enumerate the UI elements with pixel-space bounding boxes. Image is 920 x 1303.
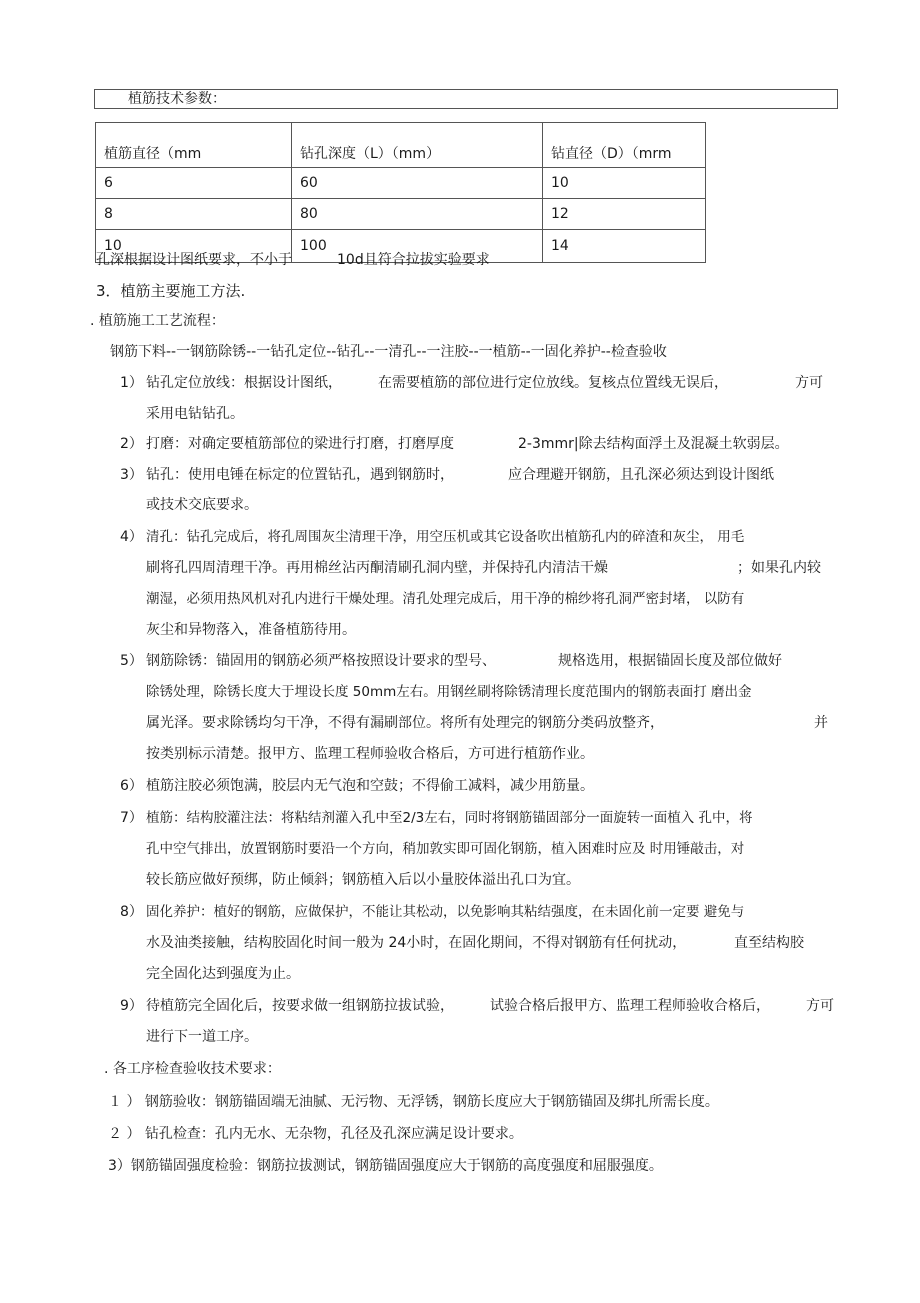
step-number: 1） bbox=[120, 375, 143, 391]
table-header-cell: 钻直径（D）（mrm bbox=[543, 123, 706, 168]
inspection-item: 3）钢筋锚固强度检验：钢筋拉拔测试，钢筋锚固强度应大于钢筋的高度强度和屈服强度。 bbox=[108, 1158, 663, 1174]
step-text: 植筋：结构胶灌注法：将粘结剂灌入孔中至2/3左右，同时将钢筋锚固部分一面旋转一面植入 孔中，将 bbox=[146, 810, 753, 826]
params-header-box bbox=[94, 89, 838, 109]
step-number: 9） bbox=[120, 998, 143, 1014]
step-text: 方可 bbox=[806, 998, 834, 1014]
inspection-item: ２ ） 钻孔检查：孔内无水、无杂物，孔径及孔深应满足设计要求。 bbox=[108, 1126, 523, 1142]
table-cell: 10 bbox=[543, 168, 706, 199]
step-text: 较长筋应做好预绑，防止倾斜；钢筋植入后以小量胶体溢出孔口为宜。 bbox=[146, 872, 580, 888]
step-text: 属光泽。要求除锈均匀干净，不得有漏刷部位。将所有处理完的钢筋分类码放整齐， bbox=[146, 715, 664, 731]
step-text: 潮湿，必须用热风机对孔内进行干燥处理。清孔处理完成后，用干净的棉纱将孔洞严密封堵， 以防有 bbox=[146, 591, 745, 607]
params-title: 植筋技术参数： bbox=[128, 91, 226, 107]
step-text: 按类别标示清楚。报甲方、监理工程师验收合格后，方可进行植筋作业。 bbox=[146, 746, 594, 762]
step-text: 完全固化达到强度为止。 bbox=[146, 966, 300, 982]
step-number: 7） bbox=[120, 810, 143, 826]
step-text: 清孔：钻孔完成后，将孔周围灰尘清理干净，用空压机或其它设备吹出植筋孔内的碎渣和灰尘， 用毛 bbox=[146, 529, 745, 545]
inspection-title: . 各工序检查验收技术要求： bbox=[104, 1061, 281, 1077]
rebar-spec-table bbox=[95, 122, 706, 263]
step-text: 应合理避开钢筋，且孔深必须达到设计图纸 bbox=[508, 467, 774, 483]
table-cell: 6 bbox=[96, 168, 292, 199]
table-cell: 8 bbox=[96, 199, 292, 230]
step-text: 刷将孔四周清理干净。再用棉丝沾丙酮清刷孔洞内壁，并保持孔内清洁干燥 bbox=[146, 560, 608, 576]
table-cell: 100 bbox=[292, 230, 543, 263]
step-text: 孔中空气排出，放置钢筋时要沿一个方向，稍加敦实即可固化钢筋，植入困难时应及 时用锤敲击，对 bbox=[146, 841, 745, 857]
step-number: 6） bbox=[120, 778, 143, 794]
step-text: 钻孔定位放线：根据设计图纸， bbox=[146, 375, 342, 391]
table-row bbox=[96, 168, 706, 199]
step-text: 打磨：对确定要植筋部位的梁进行打磨，打磨厚度 bbox=[146, 436, 454, 452]
step-text: 固化养护：植好的钢筋，应做保护，不能让其松动，以免影响其粘结强度，在未固化前一定要 避免与 bbox=[146, 904, 745, 920]
step-text: 除锈处理，除锈长度大于埋设长度 50mm左右。用钢丝刷将除锈清理长度范围内的钢筋表面打 磨出金 bbox=[146, 684, 752, 700]
table-cell: 12 bbox=[543, 199, 706, 230]
step-number: 8） bbox=[120, 904, 143, 920]
step-text: 钻孔：使用电锤在标定的位置钻孔，遇到钢筋时， bbox=[146, 467, 454, 483]
table-header-cell: 植筋直径（mm bbox=[96, 123, 292, 168]
table-cell: 14 bbox=[543, 230, 706, 263]
step-text: 并 bbox=[814, 715, 828, 731]
step-text: 或技术交底要求。 bbox=[146, 497, 258, 513]
process-title: . 植筋施工工艺流程： bbox=[90, 313, 225, 329]
table-cell: 10 bbox=[96, 230, 292, 263]
step-text: 植筋注胶必须饱满，胶层内无气泡和空鼓；不得偷工减料，减少用筋量。 bbox=[146, 778, 594, 794]
step-text: 水及油类接触，结构胶固化时间一般为 24小时，在固化期间，不得对钢筋有任何扰动， bbox=[146, 935, 687, 951]
step-text: 试验合格后报甲方、监理工程师验收合格后， bbox=[490, 998, 770, 1014]
step-text: 钢筋除锈：锚固用的钢筋必须严格按照设计要求的型号、 bbox=[146, 653, 496, 669]
step-text: 在需要植筋的部位进行定位放线。复核点位置线无误后， bbox=[378, 375, 728, 391]
step-text: 方可 bbox=[795, 375, 823, 391]
step-text: 直至结构胶 bbox=[734, 935, 804, 951]
step-text: 采用电钻钻孔。 bbox=[146, 406, 244, 422]
step-text: 2-3mmr|除去结构面浮土及混凝土软弱层。 bbox=[518, 436, 789, 452]
step-text: 规格选用，根据锚固长度及部位做好 bbox=[558, 653, 782, 669]
inspection-item: １ ） 钢筋验收：钢筋锚固端无油腻、无污物、无浮锈，钢筋长度应大于钢筋锚固及绑扎所需长度。 bbox=[108, 1094, 719, 1110]
step-number: 4） bbox=[120, 529, 143, 545]
table-row bbox=[96, 199, 706, 230]
step-number: 2） bbox=[120, 436, 143, 452]
table-cell: 80 bbox=[292, 199, 543, 230]
section-heading: 3．植筋主要施工方法. bbox=[96, 282, 246, 300]
step-number: 5） bbox=[120, 653, 143, 669]
table-header-cell: 钻孔深度（L）（mm） bbox=[292, 123, 543, 168]
table-header-row bbox=[96, 123, 706, 168]
step-text: 待植筋完全固化后，按要求做一组钢筋拉拔试验， bbox=[146, 998, 454, 1014]
step-text: 进行下一道工序。 bbox=[146, 1029, 258, 1045]
depth-note-b: 10d且符合拉拔实验要求 bbox=[337, 252, 490, 268]
step-text: 灰尘和异物落入，准备植筋待用。 bbox=[146, 622, 356, 638]
step-text: ；如果孔内较 bbox=[737, 560, 821, 576]
step-number: 3） bbox=[120, 467, 143, 483]
table-cell: 60 bbox=[292, 168, 543, 199]
process-flow: 钢筋下料--一钢筋除锈--一钻孔定位--钻孔--一清孔--一注胶--一植筋--一固化养护--检查验收 bbox=[110, 344, 667, 360]
depth-note-a: 孔深根据设计图纸要求，不小于 bbox=[96, 252, 292, 268]
